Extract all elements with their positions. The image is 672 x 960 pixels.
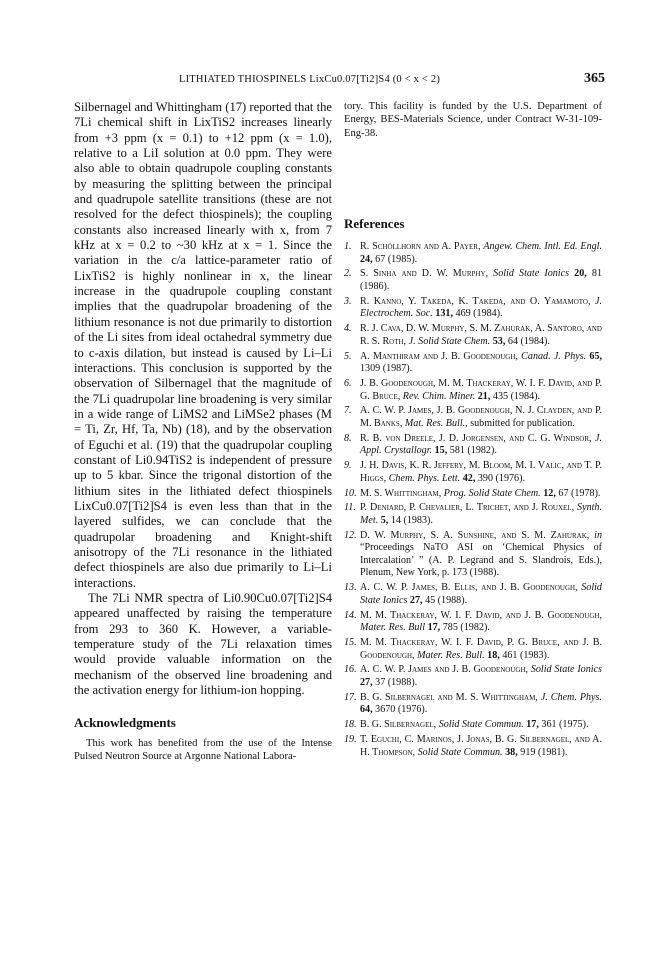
reference-volume: 27, (409, 594, 423, 606)
reference-number: 10. (344, 487, 357, 499)
acknowledgments-continuation: tory. This facility is funded by the U.S. Department of Energy, BES-Materials Science, under Contract W-31-109-Eng-38. (344, 101, 602, 139)
reference-details: 14 (1983). (390, 514, 433, 526)
reference-source: Mater. Res. Bull. (417, 649, 485, 661)
reference-volume: 15, (434, 445, 448, 457)
right-column (344, 100, 603, 758)
reference-number: 5. (344, 350, 352, 362)
body-paragraph-1: Silbernagel and Whittingham (17) reported that the 7Li chemical shift in LixTiS2 increases linearly from +3 ppm (x = 0.1) to +12 ppm (x = 1.0), relative to a LiI solution at 0.0 ppm. They were also able to obtain quadrupole coupling constants by measuring the splitting between the principal and quadrupole satellite transitions (these are not resolved for the defect thiospinels); the coupling constants also increased linearly with x, from 7 kHz at x = 0.2 to ~30 kHz at x = 1. Since the variation in the c/a lattice-parameter ratio of LixTiS2 is highly nonlinear in x, the linear increase in the quadrupole coupling constant implies that the quadrupolar broadening of the lithium resonance is not due primarily to distortion of the Li sites from ideal octahedral symmetry due to c-axis dilation, but instead is caused by Li–Li interactions. This conclusion is supported by the observation of Silbernagel that the magnitude of the 7Li quadrupolar line broadening is very similar in a wide range of LiMS2 and LiMSe2 phases (M = Ti, Zr, Hf, Ta, Nb) (18), and by the observation of Eguchi et al. (19) that the quadrupolar coupling constant of Li0.94TiS2 is independent of pressure up to 5 kbar. Since the trigonal distortion of the lithium sites in the lithiated defect thiospinels LixCu0.07[Ti2]S4 is even less than that in the layered sulfides, we can conclude that the quadrupolar broadening and Knight-shift anisotropy of the 7Li resonance in the lithiated defect thiospinels are also due primarily to Li–Li interactions. (74, 100, 332, 590)
reference-volume: 38, (505, 746, 518, 758)
reference-number: 9. (344, 460, 352, 472)
page-number: 365 (584, 71, 605, 86)
reference-details: 67 (1978). (558, 487, 601, 499)
reference-number: 17. (344, 691, 357, 703)
reference-details: 45 (1988). (425, 594, 468, 606)
reference-item (344, 502, 602, 527)
reference-source: J. Chem. Phys. (540, 691, 602, 703)
reference-details: 3670 (1976). (375, 704, 428, 716)
reference-source: Solid State Commun. (417, 746, 503, 758)
reference-volume: 18, (487, 649, 500, 661)
reference-authors: R. Kanno, Y. Takeda, K. Takeda, and O. Yamamoto, (360, 295, 591, 307)
reference-item (344, 610, 602, 635)
reference-details: 64 (1984). (507, 335, 550, 347)
reference-item (344, 530, 602, 580)
reference-item (344, 460, 602, 485)
reference-source: J. Electrochem. Soc. (360, 295, 602, 320)
reference-authors: M. M. Thackeray, W. I. F. David, and J. B. Goodenough, (360, 609, 602, 621)
reference-authors: J. B. Goodenough, M. M. Thackeray, W. I. F. David, and P. G. Bruce, (360, 377, 602, 402)
reference-source: Canad. J. Phys. (521, 350, 587, 362)
reference-number: 14. (344, 609, 357, 621)
reference-authors: M. S. Whittingham, (360, 487, 442, 499)
reference-authors: A. Manthiram and J. B. Goodenough, (360, 350, 518, 362)
reference-item (344, 268, 602, 293)
reference-details: 1309 (1987). (360, 363, 413, 375)
reference-authors: R. J. Cava, D. W. Murphy, S. M. Zahurak, A. Santoro, and R. S. Roth, (360, 323, 602, 347)
reference-item (344, 323, 602, 348)
body-paragraph-2: The 7Li NMR spectra of Li0.90Cu0.07[Ti2]S4 appeared unaffected by raising the temperature from 293 to 360 K. However, a variable-temperature study of the 7Li relaxation times would provide valuable information on the mechanism of the observed line broadening and the activation energy for lithium-ion hopping. (74, 591, 332, 698)
reference-source: Mat. Res. Bull., (404, 417, 468, 429)
reference-number: 12. (344, 529, 357, 541)
reference-details: 81 (1986). (360, 268, 602, 292)
reference-details: 435 (1984). (492, 390, 541, 402)
reference-item (344, 664, 602, 689)
reference-item (344, 488, 602, 501)
reference-item (344, 719, 602, 732)
reference-number: 13. (344, 582, 357, 594)
reference-volume: 21, (477, 390, 491, 402)
reference-source: J. Solid State Chem. (408, 335, 491, 347)
reference-number: 16. (344, 664, 357, 676)
reference-details: 37 (1988). (375, 676, 418, 688)
reference-item (344, 378, 602, 403)
reference-item (344, 296, 602, 321)
reference-volume: 131, (435, 308, 453, 320)
reference-number: 11. (344, 502, 356, 514)
reference-item (344, 433, 602, 458)
acknowledgments-text: This work has benefited from the use of the Intense Pulsed Neutron Source at Argonne National Labora- (74, 737, 332, 763)
reference-details: 919 (1981). (520, 746, 568, 758)
reference-number: 19. (344, 734, 357, 746)
reference-volume: 5, (380, 514, 389, 526)
reference-details: 361 (1975). (541, 719, 589, 731)
reference-source: Solid State Ionics (530, 664, 602, 676)
reference-authors: A. C. W. P. James, J. B. Goodenough, N. J. Clayden, and P. M. Banks, (360, 405, 602, 429)
reference-source: Prog. Solid State Chem. (443, 487, 541, 499)
reference-authors: A. C. W. P. James, B. Ellis, and J. B. Goodenough, (360, 582, 578, 594)
left-column (74, 100, 332, 763)
reference-number: 2. (344, 268, 352, 280)
reference-volume: 17, (526, 719, 539, 731)
reference-authors: J. H. Davis, K. R. Jeffery, M. Bloom, M. I. Valic, and T. P. Higgs, (360, 460, 602, 484)
reference-item (344, 241, 602, 266)
reference-number: 15. (344, 637, 357, 649)
reference-authors: P. Deniard, P. Chevalier, L. Trichet, and J. Rouxel, (360, 502, 575, 514)
reference-authors: R. Schöllhorn and A. Payer, (360, 241, 481, 252)
reference-authors: A. C. W. P. James and J. B. Goodenough, (360, 664, 529, 676)
reference-volume: 20, (574, 268, 587, 280)
reference-volume: 53, (492, 335, 506, 347)
reference-source: Mater. Res. Bull (360, 622, 426, 634)
reference-authors: D. W. Murphy, S. A. Sunshine, and S. M. Zahurak, (360, 529, 590, 541)
reference-number: 8. (344, 432, 352, 444)
reference-source: Solid State Ionics (493, 268, 570, 280)
reference-details: 581 (1982). (449, 445, 497, 457)
reference-volume: 27, (360, 676, 373, 688)
reference-details: “Proceedings NaTO ASI on ‘Chemical Physics of Intercalation’ ” (A. P. Legrand and S. Slandrois, Eds.), Plenum, New York, p. 173 (1988). (360, 542, 602, 579)
reference-authors: R. B. von Dreele, J. D. Jorgensen, and C. G. Windsor, (360, 432, 592, 444)
reference-number: 7. (344, 405, 352, 417)
reference-details: 390 (1976). (477, 472, 525, 484)
reference-authors: S. Sinha and D. W. Murphy, (360, 268, 489, 280)
reference-details: 67 (1985). (375, 253, 418, 265)
reference-volume: 17, (427, 622, 441, 634)
reference-details: 461 (1983). (502, 649, 550, 661)
reference-volume: 42, (462, 472, 476, 484)
reference-item (344, 351, 602, 376)
reference-item (344, 692, 602, 717)
reference-source: in (594, 529, 602, 541)
references-list (344, 241, 602, 761)
reference-volume: 24, (360, 253, 373, 265)
reference-authors: T. Eguchi, C. Marinos, J. Jonas, B. G. Silbernagel, and A. H. Thompson, (360, 734, 602, 758)
reference-details: 785 (1982). (442, 622, 490, 634)
reference-source: Chem. Phys. Lett. (388, 472, 461, 484)
reference-details: submitted for publication. (470, 417, 575, 429)
reference-item (344, 734, 602, 759)
reference-source: Rev. Chim. Miner. (402, 390, 476, 402)
reference-source: Solid State Ionics (360, 582, 602, 606)
reference-number: 1. (344, 241, 352, 252)
acknowledgments-heading: Acknowledgments (74, 715, 176, 731)
reference-source: Solid State Commun. (438, 719, 524, 731)
reference-authors: M. M. Thackeray, W. I. F. David, P. G. Bruce, and J. B. Goodenough, (360, 637, 602, 661)
reference-source: Angew. Chem. Intl. Ed. Engl. (483, 241, 602, 252)
reference-item (344, 637, 602, 662)
running-head: LITHIATED THIOSPINELS LixCu0.07[Ti2]S4 (0 < x < 2) (179, 74, 441, 85)
reference-authors: B. G. Silbernagel, (360, 719, 437, 731)
reference-details: 469 (1984). (455, 308, 503, 320)
reference-volume: 64, (360, 704, 373, 716)
reference-source: J. Appl. Crystallogr. (360, 432, 602, 457)
reference-number: 3. (344, 295, 352, 307)
reference-number: 6. (344, 377, 352, 389)
reference-volume: 12, (543, 487, 556, 499)
reference-number: 4. (344, 323, 352, 335)
reference-number: 18. (344, 719, 357, 731)
references-heading: References (344, 216, 405, 231)
reference-volume: 65, (589, 350, 603, 362)
reference-source: Synth. Met. (360, 502, 602, 526)
reference-item (344, 405, 602, 430)
reference-item (344, 582, 602, 607)
reference-authors: B. G. Silbernagel and M. S. Whittingham, (360, 691, 538, 703)
